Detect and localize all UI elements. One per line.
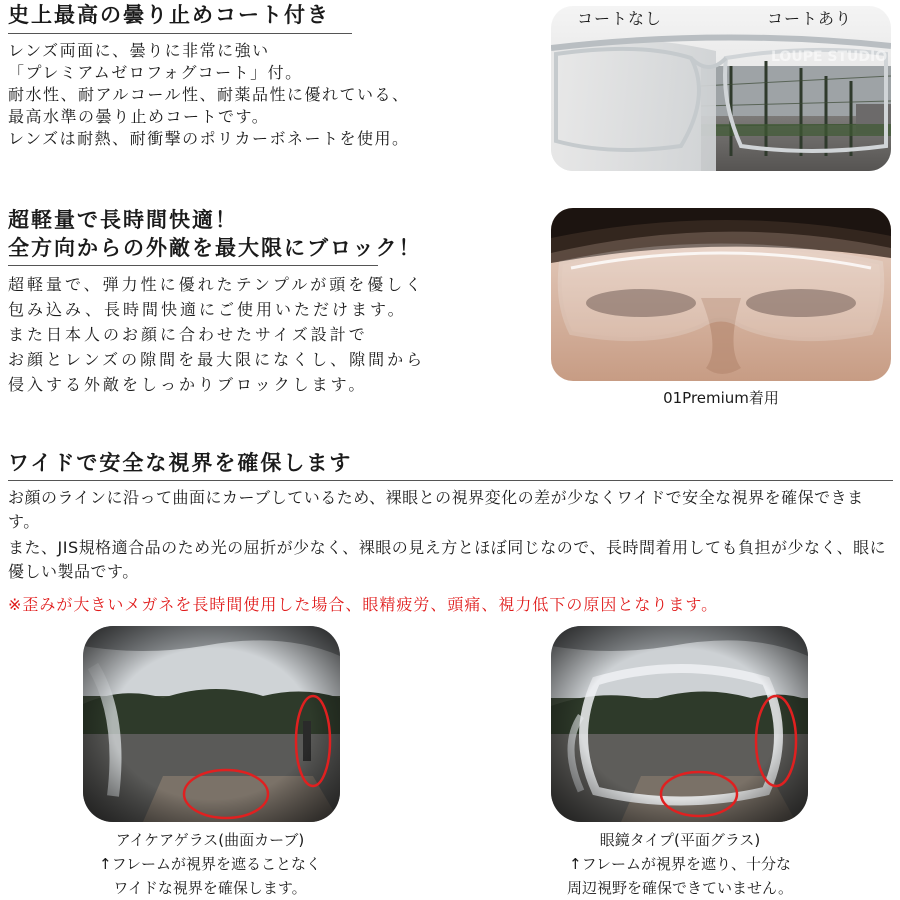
model-photo-caption: 01Premium着用 — [663, 389, 779, 407]
section2-heading-line2: 全方向からの外敵を最大限にブロック！ — [8, 236, 422, 260]
section2-heading-line1: 超軽量で長時間快適！ — [8, 208, 238, 232]
label-with-coat: コートあり — [767, 9, 853, 28]
section1-body: レンズ両面に、曇りに非常に強い 「プレミアムゼロフォグコート」付。 耐水性、耐アルコール性、耐薬品性に優れている、 最高水準の曇り止めコートです。 レンズは耐熱、耐衝撃のポリカーボネートを使用。 — [8, 41, 410, 148]
section2-divider — [8, 265, 378, 266]
model-wearing-photo — [551, 208, 891, 381]
section3-divider — [8, 480, 893, 481]
watermark: LOUPE STUDIO — [771, 49, 888, 65]
curved-lens-view-photo — [83, 626, 340, 822]
curved-view-art — [83, 626, 340, 822]
section1-heading: 史上最高の曇り止めコート付き — [8, 3, 330, 27]
coating-photo-art — [551, 6, 891, 171]
section3-body2: また、JIS規格適合品のため光の屈折が少なく、裸眼の見え方とほぼ同じなので、長時間着用しても負担が少なく、眼に優しい製品です。 — [8, 538, 887, 581]
label-no-coat: コートなし — [577, 9, 663, 28]
curved-lens-caption: アイケアゲラス(曲面カーブ) ↑フレームが視界を遮ることなく ワイドな視界を確保します。 — [99, 831, 321, 897]
section3-heading: ワイドで安全な視界を確保します — [8, 451, 353, 475]
flat-view-art — [551, 626, 808, 822]
section3-body1: お顔のラインに沿って曲面にカーブしているため、裸眼との視界変化の差が少なくワイドで安全な視界を確保できます。 — [8, 488, 864, 531]
model-photo-art — [551, 208, 891, 381]
section2-body: 超軽量で、弾力性に優れたテンプルが頭を優しく 包み込み、長時間快適にご使用いただけます。 また日本人のお顔に合わせたサイズ設計で お顔とレンズの隙間を最大限になくし、隙間から 侵入する外敵をしっかりブロックします。 — [8, 275, 426, 394]
flat-lens-caption: 眼鏡タイプ(平面グラス) ↑フレームが視界を遮り、十分な 周辺視野を確保できていません。 — [567, 831, 793, 897]
section1-divider — [8, 33, 352, 34]
flat-lens-view-photo — [551, 626, 808, 822]
warning-note: ※歪みが大きいメガネを長時間使用した場合、眼精疲労、頭痛、視力低下の原因となります。 — [8, 595, 719, 614]
coating-comparison-photo — [551, 6, 891, 171]
